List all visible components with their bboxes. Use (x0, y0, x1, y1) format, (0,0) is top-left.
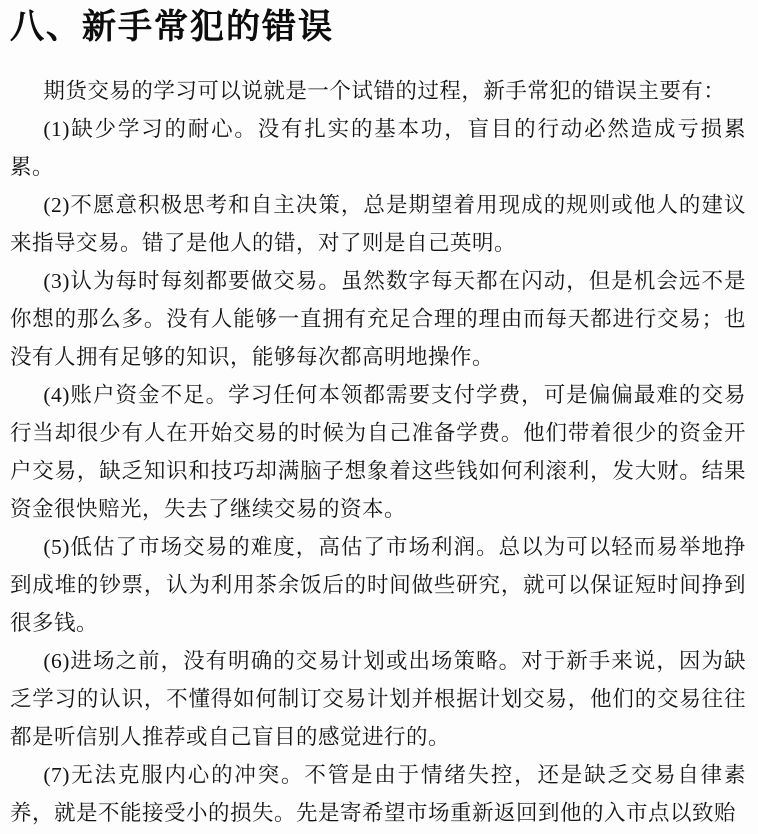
paragraph-mistake-6: (6)进场之前，没有明确的交易计划或出场策略。对于新手来说，因为缺乏学习的认识，不懂得如何制订交易计划并根据计划交易，他们的交易往往都是听信别人推荐或自己盲目的感觉进行的。 (10, 649, 746, 749)
page-title: 八、新手常犯的错误 (10, 7, 334, 47)
paragraph-intro: 期货交易的学习可以说就是一个试错的过程，新手常犯的错误主要有： (43, 79, 726, 103)
paragraph-mistake-4: (4)账户资金不足。学习任何本领都需要支付学费，可是偏偏最难的交易行当却很少有人在开始交易的时候为自己准备学费。他们带着很少的资金开户交易，缺乏知识和技巧却满脑子想象着这些钱如何利滚利，发大财。结果资金很快赔光，失去了继续交易的资本。 (10, 383, 746, 521)
paragraph-mistake-3: (3)认为每时每刻都要做交易。虽然数字每天都在闪动，但是机会远不是你想的那么多。没有人能够一直拥有充足合理的理由而每天都进行交易；也没有人拥有足够的知识，能够每次都高明地操作。 (10, 269, 746, 369)
paragraph-mistake-7: (7)无法克服内心的冲突。不管是由于情绪失控，还是缺乏交易自律素养，就是不能接受小的损失。先是寄希望市场重新返回到他的入市点以致贻 (10, 763, 746, 825)
paragraph-mistake-5: (5)低估了市场交易的难度，高估了市场利润。总以为可以轻而易举地挣到成堆的钞票，认为利用茶余饭后的时间做些研究，就可以保证短时间挣到很多钱。 (10, 535, 746, 635)
paragraph-mistake-2: (2)不愿意积极思考和自主决策，总是期望着用现成的规则或他人的建议来指导交易。错了是他人的错，对了则是自己英明。 (10, 193, 746, 255)
body-text (10, 72, 746, 832)
paragraph-mistake-1: (1)缺少学习的耐心。没有扎实的基本功，盲目的行动必然造成亏损累累。 (10, 117, 746, 179)
